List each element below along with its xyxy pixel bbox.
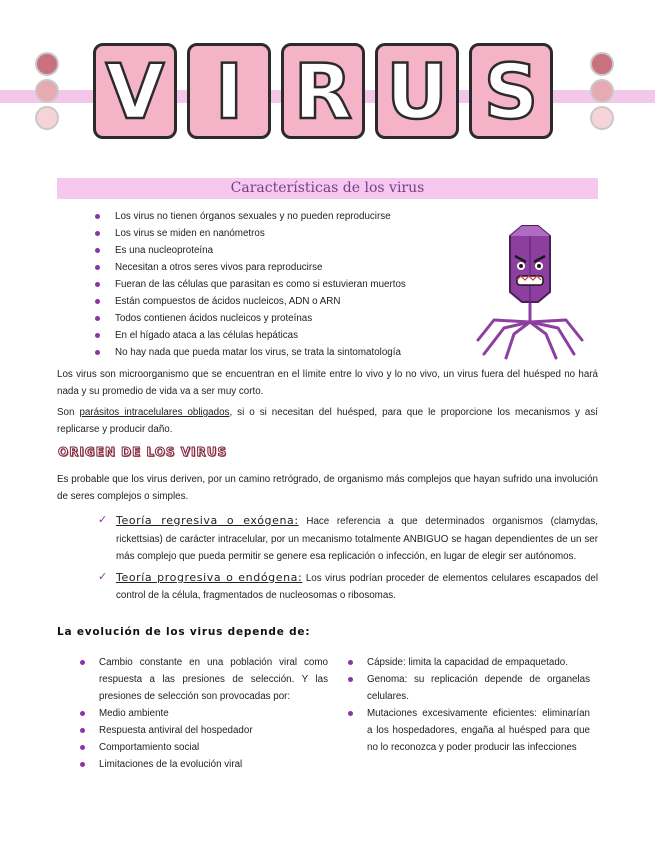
theory-text: Hace referencia a que determinados organismos (clamydas, rickettsias) de carácter intracelular, por un mecanismo totalmente ANBIGUO se hagan dependientes de un ser más complejo que pueda permitir se genere esa replicación o infección, en lugar de elegir ser autónomos. bbox=[116, 516, 598, 562]
list-item: Comportamiento social bbox=[80, 739, 328, 756]
decor-dot bbox=[590, 106, 614, 130]
obligate-parasites-term: parásitos intracelulares obligados bbox=[79, 407, 230, 418]
decor-dot bbox=[35, 52, 59, 76]
origin-heading: ORIGEN DE LOS VIRUS bbox=[58, 445, 228, 459]
theories-list bbox=[98, 512, 598, 608]
list-item: Mutaciones excesivamente eficientes: eliminarían a los hospedadores, engaña al huésped para que no lo reconozca y poder producir las infecciones bbox=[348, 705, 590, 756]
origin-paragraph: Es probable que los virus deriven, por un camino retrógrado, de organismo más complejos que hayan sufrido una involución de seres complejos o simples. bbox=[57, 474, 598, 502]
list-item: Cápside: limita la capacidad de empaquetado. bbox=[348, 654, 590, 671]
list-item: Fueran de las células que parasitan es como si estuvieran muertos bbox=[95, 276, 475, 293]
decor-dots-left bbox=[35, 52, 59, 130]
theory-regressive bbox=[98, 512, 598, 566]
paragraph-prefix: Son bbox=[57, 407, 80, 418]
list-item: Genoma: su replicación depende de organelas celulares. bbox=[348, 671, 590, 705]
parasites-paragraph bbox=[57, 404, 598, 438]
paragraph-suffix: , si o si necesitan del huésped, para que le proporcione los mecanismos y así replicarse y producir daño. bbox=[57, 407, 599, 435]
header-banner bbox=[0, 0, 655, 160]
list-item: No hay nada que pueda matar los virus, se trata la sintomatología bbox=[95, 344, 475, 361]
evolution-heading: La evolución de los virus depende de: bbox=[57, 626, 311, 638]
list-item: Respuesta antiviral del hospedador bbox=[80, 722, 328, 739]
list-item: Los virus no tienen órganos sexuales y no pueden reproducirse bbox=[95, 208, 475, 225]
list-item: Es una nucleoproteína bbox=[95, 242, 475, 259]
decor-dots-right bbox=[590, 52, 614, 130]
decor-dot bbox=[35, 79, 59, 103]
theory-progressive bbox=[98, 569, 598, 605]
title-letter-s: S bbox=[469, 43, 553, 139]
decor-dot bbox=[590, 79, 614, 103]
list-item: Cambio constante en una población viral como respuesta a las presiones de selección. Y las presiones de selección son provocadas por: bbox=[80, 654, 328, 705]
list-item: Están compuestos de ácidos nucleicos, ADN o ARN bbox=[95, 293, 475, 310]
list-item: En el hígado ataca a las células hepáticas bbox=[95, 327, 475, 344]
list-item: Limitaciones de la evolución viral bbox=[80, 756, 328, 773]
title-letter-r: R bbox=[281, 43, 365, 139]
theory-name: Teoría regresiva o exógena: bbox=[116, 514, 299, 527]
virus-title-letters bbox=[93, 43, 553, 139]
theory-name: Teoría progresiva o endógena: bbox=[116, 570, 303, 584]
list-item: Los virus se miden en nanómetros bbox=[95, 225, 475, 242]
title-letter-u: U bbox=[375, 43, 459, 139]
list-item: Necesitan a otros seres vivos para reproducirse bbox=[95, 259, 475, 276]
evolution-list-left bbox=[80, 654, 328, 773]
title-letter-i: I bbox=[187, 43, 271, 139]
list-item: Medio ambiente bbox=[80, 705, 328, 722]
characteristics-title: Características de los virus bbox=[57, 178, 598, 199]
theory-text: Los virus podrían proceder de elementos celulares escapados del control de la célula, fragmentados de nucleosomas o ribosomas. bbox=[116, 572, 599, 601]
evolution-list-right bbox=[348, 654, 590, 756]
decor-dot bbox=[35, 106, 59, 130]
virus-illustration bbox=[470, 222, 590, 362]
decor-dot bbox=[590, 52, 614, 76]
title-letter-v: V bbox=[93, 43, 177, 139]
characteristics-list bbox=[95, 208, 475, 361]
list-item: Todos contienen ácidos nucleicos y proteínas bbox=[95, 310, 475, 327]
intro-paragraph: Los virus son microorganismo que se encuentran en el límite entre lo vivo y lo no vivo, un virus fuera del huésped no hará nada y su promedio de vida va a ser muy corto. bbox=[57, 369, 598, 397]
